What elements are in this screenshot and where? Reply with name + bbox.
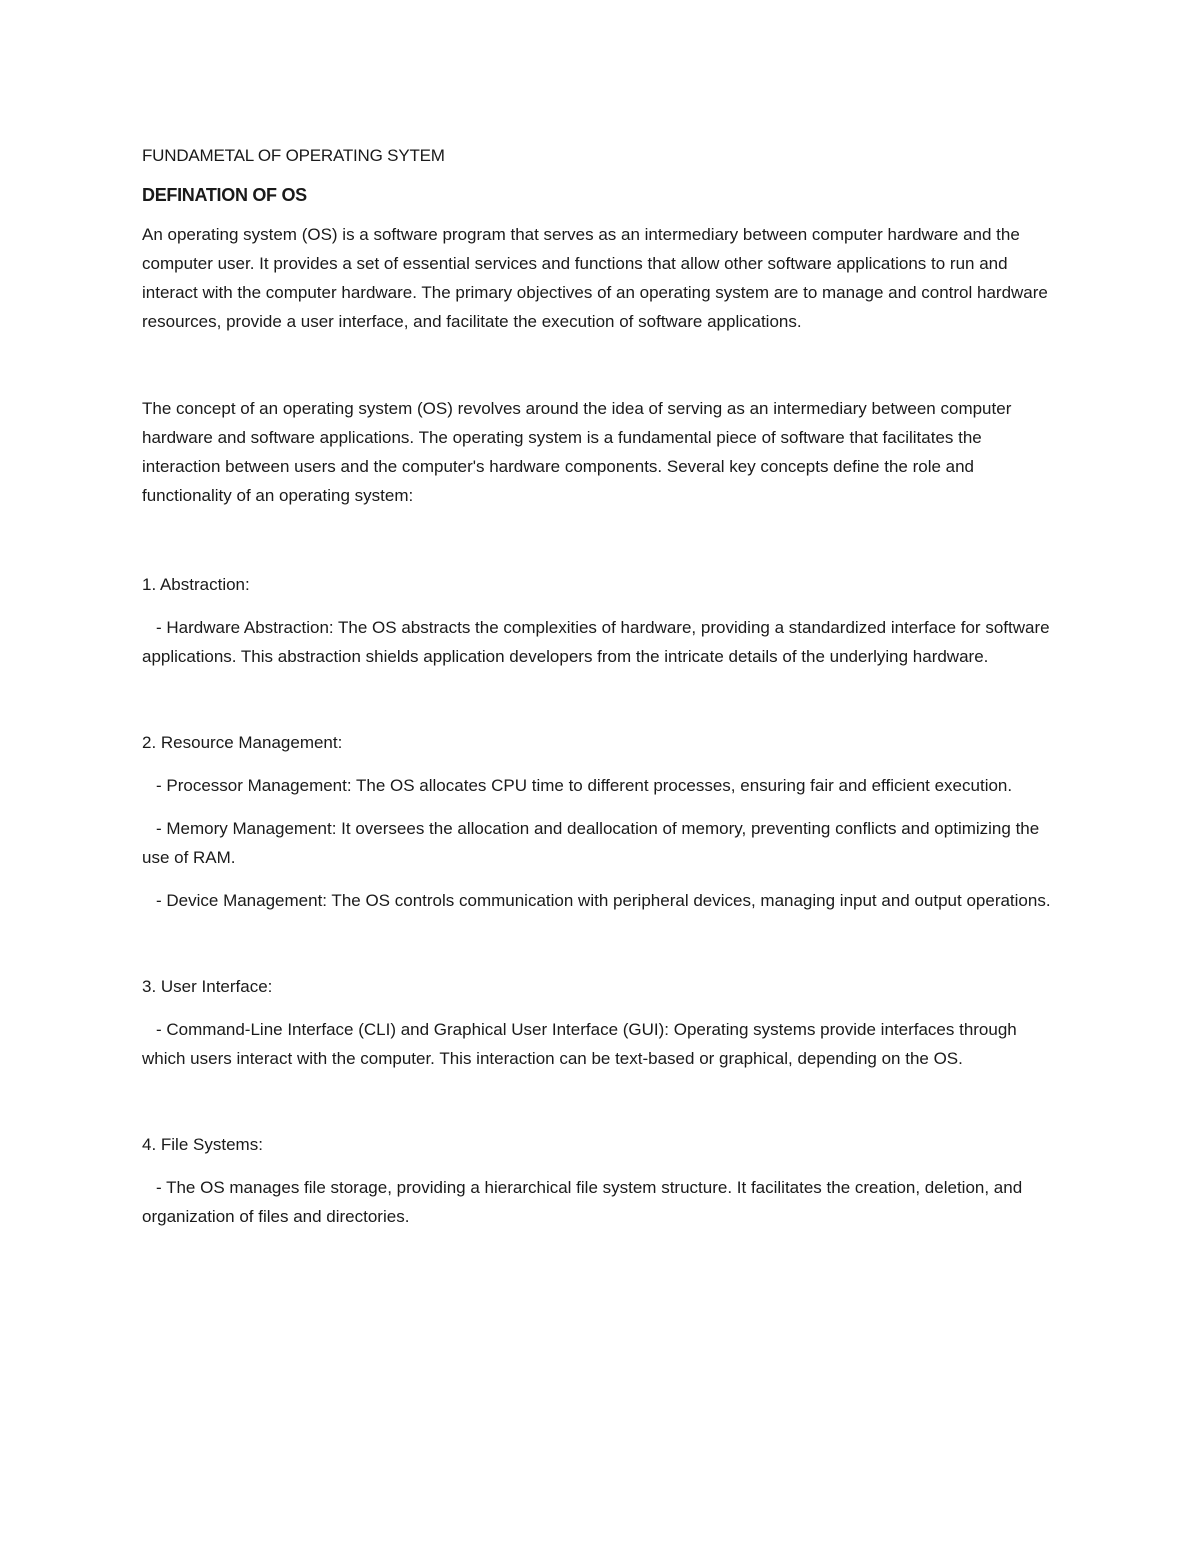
section-heading-resource-management: 2. Resource Management: xyxy=(142,733,343,752)
definition-heading: DEFINATION OF OS xyxy=(142,185,307,205)
concept-paragraph: The concept of an operating system (OS) revolves around the idea of serving as an intermediary between computer hardware and software applications. The operating system is a fundamental piece of software that facilitates the interaction between users and the computer's hardware components. Several key concepts define the role and functionality of an operating system: xyxy=(142,399,1012,505)
list-item-text: - Memory Management: It oversees the allocation and deallocation of memory, preventing conflicts and optimizing the use of RAM. xyxy=(142,819,1040,867)
section-abstraction xyxy=(142,570,1062,671)
section-user-interface xyxy=(142,972,1062,1073)
section-heading-user-interface: 3. User Interface: xyxy=(142,977,273,996)
list-item-hardware-abstraction xyxy=(142,613,1062,671)
section-resource-management xyxy=(142,728,1062,915)
list-item-text: - Device Management: The OS controls communication with peripheral devices, managing input and output operations. xyxy=(156,891,1051,910)
list-item-cli-gui xyxy=(142,1015,1062,1073)
document-page xyxy=(142,142,1062,1231)
list-item-text: - Hardware Abstraction: The OS abstracts the complexities of hardware, providing a standardized interface for software applications. This abstraction shields application developers from the intricate details of the underlying hardware. xyxy=(142,618,1050,666)
section-heading-abstraction: 1. Abstraction: xyxy=(142,575,250,594)
list-item-file-storage xyxy=(142,1173,1062,1231)
list-item-text: - Command-Line Interface (CLI) and Graphical User Interface (GUI): Operating systems provide interfaces through which users interact with the computer. This interaction can be text-based or graphical, depending on the OS. xyxy=(142,1020,1017,1068)
section-file-systems xyxy=(142,1130,1062,1231)
definition-paragraph: An operating system (OS) is a software program that serves as an intermediary between computer hardware and the computer user. It provides a set of essential services and functions that allow other software applications to run and interact with the computer hardware. The primary objectives of an operating system are to manage and control hardware resources, provide a user interface, and facilitate the execution of software applications. xyxy=(142,225,1048,331)
list-item-text: - Processor Management: The OS allocates CPU time to different processes, ensuring fair and efficient execution. xyxy=(156,776,1013,795)
list-item-processor-management xyxy=(142,771,1062,800)
section-heading-file-systems: 4. File Systems: xyxy=(142,1135,263,1154)
list-item-device-management xyxy=(142,886,1062,915)
document-title: FUNDAMETAL OF OPERATING SYTEM xyxy=(142,146,445,165)
list-item-memory-management xyxy=(142,814,1062,872)
list-item-text: - The OS manages file storage, providing a hierarchical file system structure. It facilitates the creation, deletion, and organization of files and directories. xyxy=(142,1178,1023,1226)
